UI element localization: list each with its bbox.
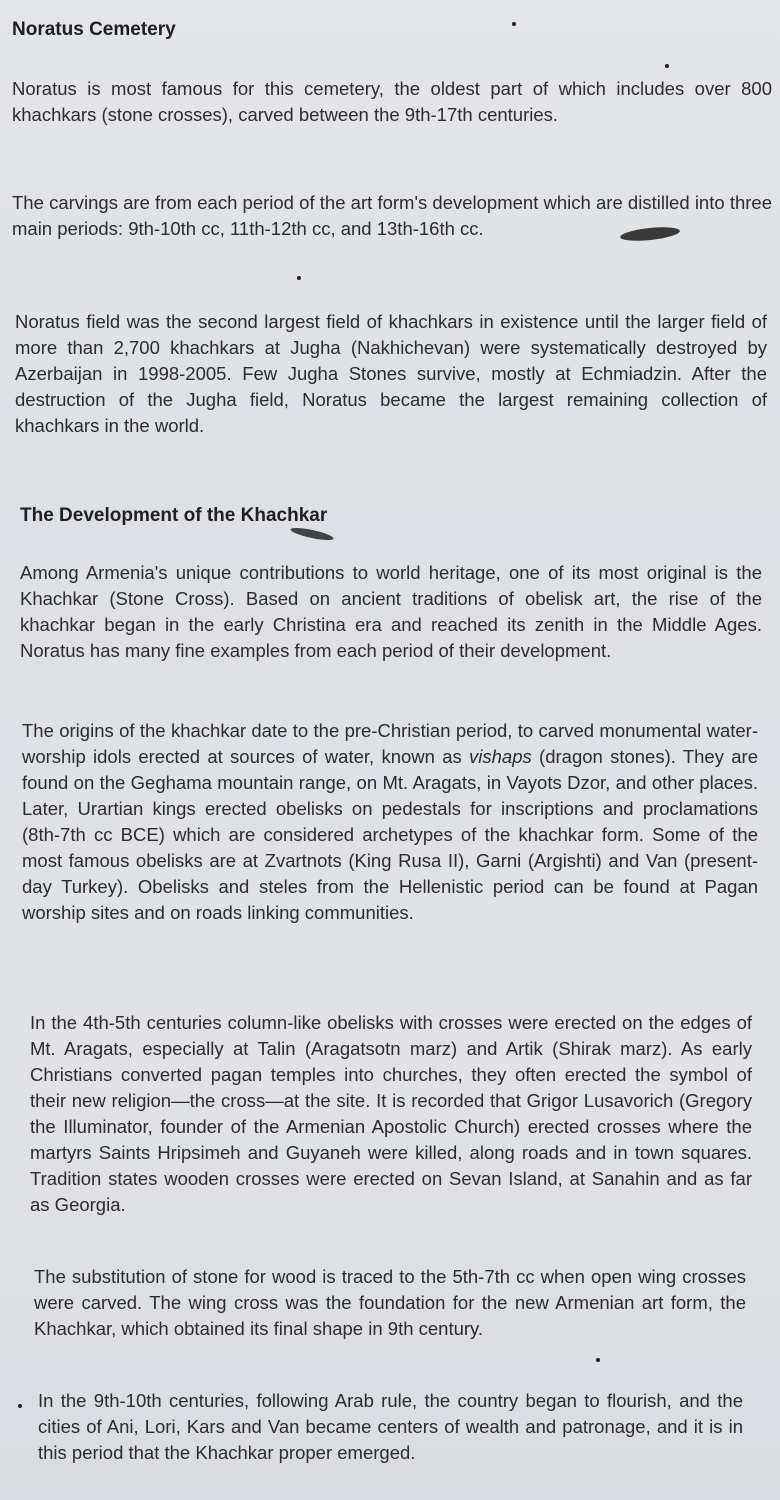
section-title: The Development of the Khachkar: [20, 505, 328, 526]
origins-text: The origins of the khachkar date to the pre-Christian period, to carved monumental water-worship idols erected at sources of water, known as vishaps (dragon stones). They are found on the Geghama mountain range, on Mt. Aragats, in Vayots Dzor, and other places. Later, Urartian kings erected obelisks on pedestals for inscriptions and proclamations (8th-7th cc BCE) which are considered archetypes of the khachkar form. Some of the most famous obelisks are at Zvartnots (King Rusa II), Garni (Argishti) and Van (present-day Turkey). Obelisks and steles from the Hellenistic period can be found at Pagan worship sites and on roads linking communities.: [22, 720, 758, 923]
speck: [297, 276, 301, 280]
speck: [18, 1404, 22, 1408]
substitution-paragraph: The substitution of stone for wood is traced to the 5th-7th cc when open wing crosses were carved. The wing cross was the foundation for the new Armenian art form, the Khachkar, which obtained its final shape in 9th century.: [34, 1266, 746, 1339]
intro-paragraph: Noratus is most famous for this cemetery, the oldest part of which includes over 800 khachkars (stone crosses), carved between the 9th-17th centuries.: [12, 78, 772, 125]
speck: [512, 22, 516, 26]
scuff-mark: [290, 526, 335, 543]
flourish-paragraph: In the 9th-10th centuries, following Arab rule, the country began to flourish, and the cities of Ani, Lori, Kars and Van became centers of wealth and patronage, and it is in this period that the Khachkar proper emerged.: [38, 1390, 743, 1463]
early-christian-paragraph: In the 4th-5th centuries column-like obelisks with crosses were erected on the edges of Mt. Aragats, especially at Talin (Aragatsotn marz) and Artik (Shirak marz). As early Christians converted pagan temples into churches, they often erected the symbol of their new religion—the cross—at the site. It is recorded that Grigor Lusavorich (Gregory the Illuminator, founder of the Armenian Apostolic Church) erected crosses where the martyrs Saints Hripsimeh and Guyaneh were killed, along roads and in town squares. Tradition states wooden crosses were erected on Sevan Island, at Sanahin and as far as Georgia.: [30, 1012, 752, 1215]
jugha-paragraph: Noratus field was the second largest field of khachkars in existence until the larger field of more than 2,700 khachkars at Jugha (Nakhichevan) were systematically destroyed by Azerbaijan in 1998-2005. Few Jugha Stones survive, mostly at Echmiadzin. After the destruction of the Jugha field, Noratus became the largest remaining collection of khachkars in the world.: [15, 311, 767, 436]
sign-title: Noratus Cemetery: [12, 19, 176, 40]
speck: [665, 64, 669, 68]
speck: [596, 1358, 600, 1362]
vishaps-term: vishaps: [469, 746, 532, 767]
periods-paragraph: The carvings are from each period of the art form's development which are distilled into three main periods: 9th-10th cc, 11th-12th cc, and 13th-16th cc.: [12, 192, 772, 239]
origins-paragraph: [22, 718, 758, 926]
heritage-paragraph: Among Armenia's unique contributions to world heritage, one of its most original is the Khachkar (Stone Cross). Based on ancient traditions of obelisk art, the rise of the khachkar began in the early Christina era and reached its zenith in the Middle Ages. Noratus has many fine examples from each period of their development.: [20, 562, 762, 661]
